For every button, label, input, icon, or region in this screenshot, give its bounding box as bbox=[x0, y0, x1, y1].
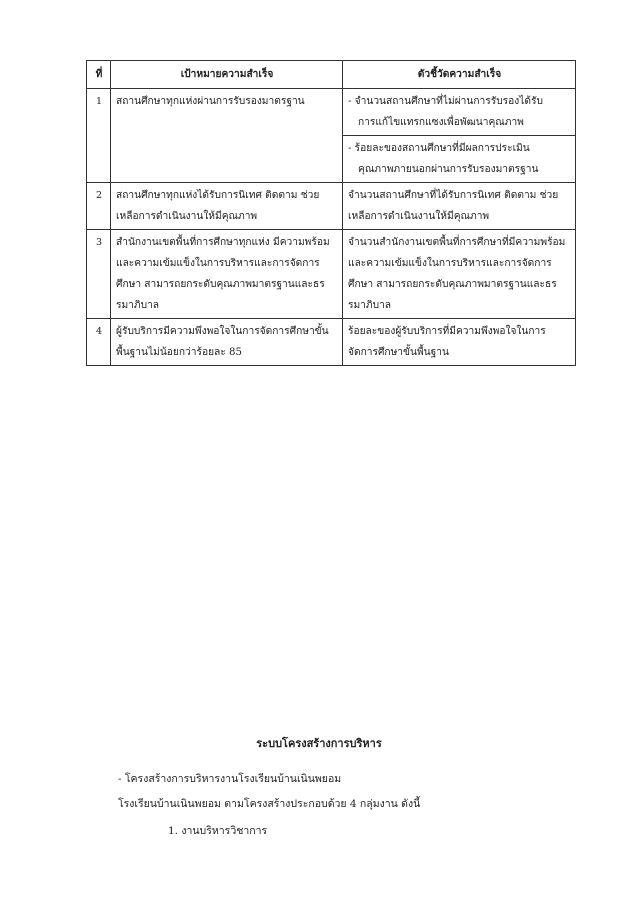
row-number: 3 bbox=[87, 230, 111, 319]
indicator-line: - ร้อยละของสถานศึกษาที่มีผลการประเมิน bbox=[348, 143, 530, 154]
header-number: ที่ bbox=[87, 61, 111, 89]
structure-description-line: โรงเรียนบ้านเนินพยอม ตามโครงสร้างประกอบด้วย 4 กลุ่มงาน ดังนี้ bbox=[118, 798, 421, 810]
row-indicator: จำนวนสถานศึกษาที่ได้รับการนิเทศ ติดตาม ช่วยเหลือการดำเนินงานให้มีคุณภาพ bbox=[343, 183, 576, 230]
header-indicator: ตัวชี้วัดความสำเร็จ bbox=[343, 61, 576, 89]
indicator-item bbox=[348, 91, 571, 133]
indicator-item bbox=[343, 135, 575, 180]
indicator-line: - จำนวนสถานศึกษาที่ไม่ผ่านการรับรองได้รับ bbox=[348, 96, 543, 107]
row-number: 2 bbox=[87, 183, 111, 230]
row-goal: สถานศึกษาทุกแห่งผ่านการรับรองมาตรฐาน bbox=[111, 89, 343, 183]
row-number: 4 bbox=[87, 319, 111, 366]
header-goal: เป้าหมายความสำเร็จ bbox=[111, 61, 343, 89]
table-row bbox=[87, 230, 576, 319]
indicator-line: การแก้ไขแทรกแซงเพื่อพัฒนาคุณภาพ bbox=[358, 117, 524, 128]
structure-item-academic: 1. งานบริหารวิชาการ bbox=[168, 825, 268, 837]
row-indicator: ร้อยละของผู้รับบริการที่มีความพึงพอใจในการจัดการศึกษาขั้นพื้นฐาน bbox=[343, 319, 576, 366]
table-row bbox=[87, 183, 576, 230]
table-row bbox=[87, 319, 576, 366]
indicator-line: คุณภาพภายนอกผ่านการรับรองมาตรฐาน bbox=[358, 164, 539, 175]
structure-intro-line: - โครงสร้างการบริหารงานโรงเรียนบ้านเนินพยอม bbox=[118, 773, 342, 785]
table-row bbox=[87, 89, 576, 183]
section-title: ระบบโครงสร้างการบริหาร bbox=[256, 737, 382, 750]
table-header-row bbox=[87, 61, 576, 89]
goals-table bbox=[86, 60, 576, 366]
row-number: 1 bbox=[87, 89, 111, 183]
row-goal: ผู้รับบริการมีความพึงพอใจในการจัดการศึกษาขั้นพื้นฐานไม่น้อยกว่าร้อยละ 85 bbox=[111, 319, 343, 366]
row-indicator-cell bbox=[343, 89, 576, 183]
row-indicator: จำนวนสำนักงานเขตพื้นที่การศึกษาที่มีความพร้อมและความเข้มแข็งในการบริหารและการจัดการศึกษา สามารถยกระดับคุณภาพมาตรฐานและธรรมาภิบาล bbox=[343, 230, 576, 319]
row-goal: สำนักงานเขตพื้นที่การศึกษาทุกแห่ง มีความพร้อมและความเข้มแข็งในการบริหารและการจัดการศึกษา สามารถยกระดับคุณภาพมาตรฐานและธรรมาภิบาล bbox=[111, 230, 343, 319]
row-goal: สถานศึกษาทุกแห่งได้รับการนิเทศ ติดตาม ช่วยเหลือการดำเนินงานให้มีคุณภาพ bbox=[111, 183, 343, 230]
